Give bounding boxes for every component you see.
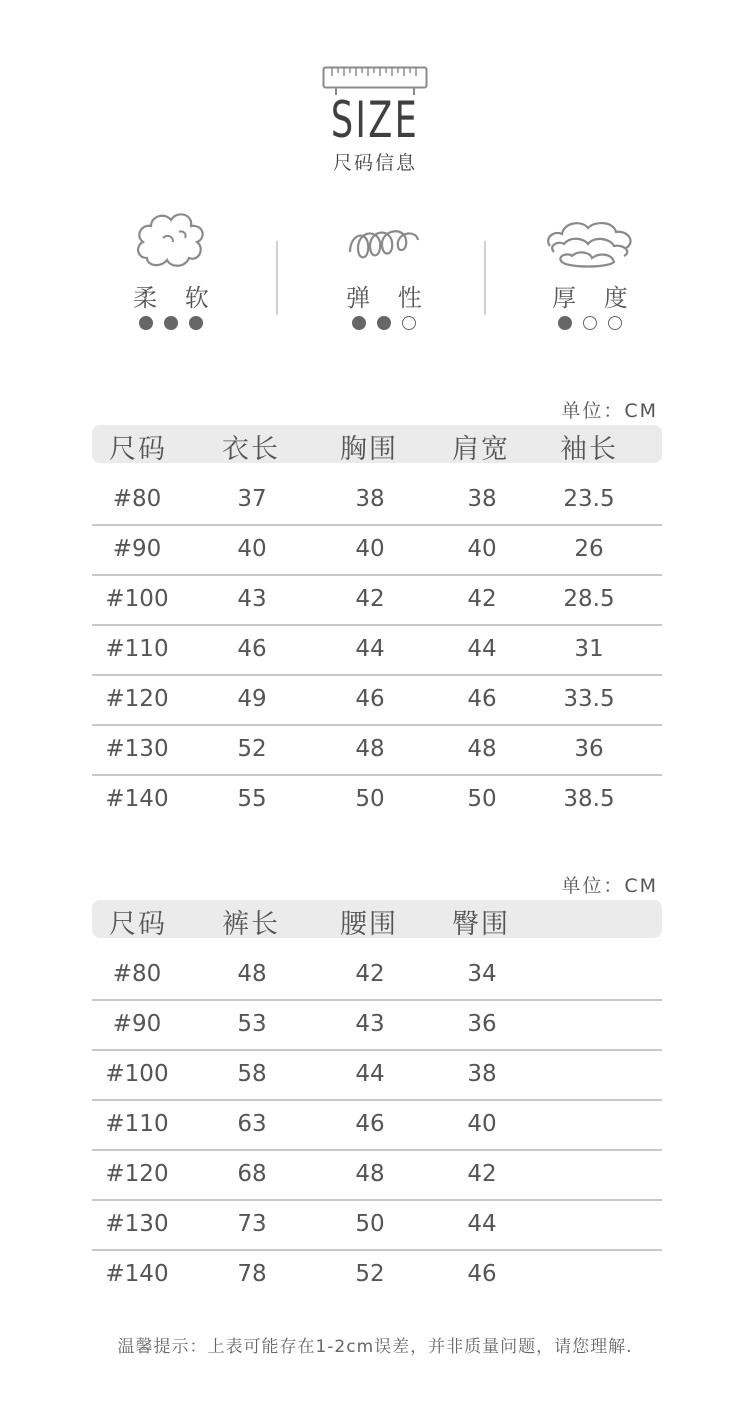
- feature-elasticity: [304, 208, 464, 338]
- footer-note: 温馨提示：上表可能存在1-2cm误差，并非质量问题，请您理解.: [117, 1337, 633, 1357]
- table-row: [92, 1251, 662, 1301]
- table-cell: 73: [237, 1211, 267, 1237]
- table-cell: 40: [355, 536, 385, 562]
- table-cell: 43: [355, 1011, 385, 1037]
- table-cell: 44: [355, 1061, 385, 1087]
- table-row: [92, 1051, 662, 1101]
- table-cell: #130: [105, 1211, 169, 1237]
- table-cell: 23.5: [563, 486, 615, 512]
- table-row: [92, 576, 662, 626]
- rating-dots: [91, 316, 251, 330]
- table-row: [92, 726, 662, 776]
- feature-label: 柔 软: [133, 284, 219, 312]
- column-header-length: 衣长: [222, 434, 280, 465]
- table-cell: 46: [467, 1261, 497, 1287]
- table-cell: #90: [112, 1011, 162, 1037]
- table-cell: 46: [467, 686, 497, 712]
- table-cell: 46: [237, 636, 267, 662]
- table-cell: 34: [467, 961, 497, 987]
- table-cell: 48: [237, 961, 267, 987]
- rating-dot-empty: [608, 316, 622, 330]
- unit-label: 单位：CM: [561, 875, 658, 897]
- table-cell: 68: [237, 1161, 267, 1187]
- table-cell: #90: [112, 536, 162, 562]
- table-cell: #100: [105, 586, 169, 612]
- table-cell: #140: [105, 786, 169, 812]
- table-cell: 33.5: [563, 686, 615, 712]
- table-cell: 48: [355, 736, 385, 762]
- table-row: [92, 951, 662, 1001]
- table-cell: 48: [355, 1161, 385, 1187]
- table-cell: 50: [355, 1211, 385, 1237]
- table-cell: 42: [467, 1161, 497, 1187]
- table-cell: 44: [467, 636, 497, 662]
- table-cell: 40: [237, 536, 267, 562]
- table-row: [92, 526, 662, 576]
- table-cell: 38: [467, 1061, 497, 1087]
- table-cell: 53: [237, 1011, 267, 1037]
- table-cell: #140: [105, 1261, 169, 1287]
- table-cell: 40: [467, 536, 497, 562]
- table-cell: 63: [237, 1111, 267, 1137]
- feature-softness: [91, 208, 251, 338]
- table-cell: 36: [574, 736, 604, 762]
- rating-dot-filled: [377, 316, 391, 330]
- spring-icon: [346, 222, 422, 272]
- table-cell: #120: [105, 1161, 169, 1187]
- table-cell: 43: [237, 586, 267, 612]
- table-cell: 38: [355, 486, 385, 512]
- table-cell: 42: [467, 586, 497, 612]
- table-cell: 52: [355, 1261, 385, 1287]
- table-header: [92, 900, 662, 938]
- table-cell: 44: [355, 636, 385, 662]
- table-row: [92, 1101, 662, 1151]
- table-cell: 58: [237, 1061, 267, 1087]
- divider: [484, 241, 486, 315]
- table-cell: 50: [355, 786, 385, 812]
- rating-dot-filled: [164, 316, 178, 330]
- rating-dots: [304, 316, 464, 330]
- table-cell: #110: [105, 636, 169, 662]
- table-header: [92, 425, 662, 463]
- table-cell: #120: [105, 686, 169, 712]
- table-row: [92, 676, 662, 726]
- column-header-waist: 腰围: [340, 909, 398, 940]
- page-title: SIZE: [330, 91, 420, 149]
- cotton-icon: [133, 208, 209, 270]
- page-subtitle: 尺码信息: [332, 152, 417, 174]
- table-cell: 78: [237, 1261, 267, 1287]
- column-header-pants-length: 裤长: [222, 909, 280, 940]
- rating-dot-filled: [352, 316, 366, 330]
- table-cell: 28.5: [563, 586, 615, 612]
- table-cell: 38.5: [563, 786, 615, 812]
- table-cell: #110: [105, 1111, 169, 1137]
- table-cell: 52: [237, 736, 267, 762]
- table-cell: 38: [467, 486, 497, 512]
- rating-dots: [510, 316, 670, 330]
- column-header-chest: 胸围: [340, 434, 398, 465]
- table-cell: #100: [105, 1061, 169, 1087]
- table-cell: 49: [237, 686, 267, 712]
- rating-dot-empty: [583, 316, 597, 330]
- table-cell: 44: [467, 1211, 497, 1237]
- rating-dot-filled: [189, 316, 203, 330]
- rating-dot-filled: [558, 316, 572, 330]
- table-cell: #80: [112, 486, 162, 512]
- table-cell: 31: [574, 636, 604, 662]
- table-row: [92, 476, 662, 526]
- cloud-layers-icon: [544, 216, 636, 270]
- divider: [276, 241, 278, 315]
- table-row: [92, 1201, 662, 1251]
- table-cell: 37: [237, 486, 267, 512]
- feature-thickness: [510, 208, 670, 338]
- table-cell: 40: [467, 1111, 497, 1137]
- table-cell: 55: [237, 786, 267, 812]
- column-header-hip: 臀围: [452, 909, 510, 940]
- table-cell: #130: [105, 736, 169, 762]
- column-header-size: 尺码: [109, 909, 167, 940]
- column-header-shoulder: 肩宽: [452, 434, 510, 465]
- table-cell: 46: [355, 1111, 385, 1137]
- table-cell: 46: [355, 686, 385, 712]
- table-cell: 48: [467, 736, 497, 762]
- column-header-size: 尺码: [109, 434, 167, 465]
- table-row: [92, 626, 662, 676]
- rating-dot-filled: [139, 316, 153, 330]
- feature-label: 弹 性: [346, 284, 432, 312]
- table-cell: 50: [467, 786, 497, 812]
- column-header-sleeve: 袖长: [560, 434, 618, 465]
- table-row: [92, 1001, 662, 1051]
- table-cell: #80: [112, 961, 162, 987]
- table-row: [92, 776, 662, 826]
- table-row: [92, 1151, 662, 1201]
- feature-label: 厚 度: [552, 284, 638, 312]
- table-cell: 36: [467, 1011, 497, 1037]
- table-cell: 42: [355, 586, 385, 612]
- table-cell: 26: [574, 536, 604, 562]
- rating-dot-empty: [402, 316, 416, 330]
- table-cell: 42: [355, 961, 385, 987]
- unit-label: 单位：CM: [561, 400, 658, 422]
